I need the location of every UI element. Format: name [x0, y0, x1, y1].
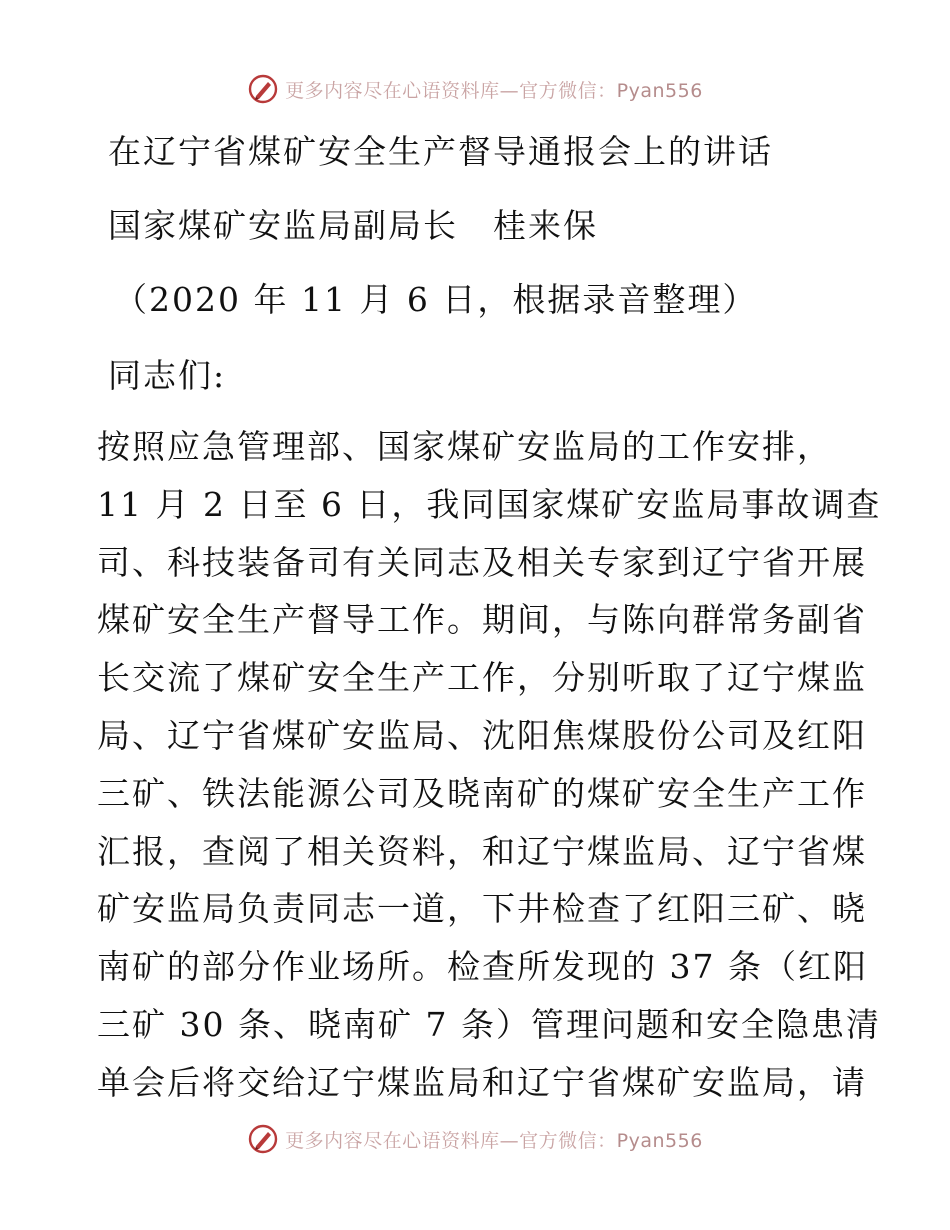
body-line: 11 月 2 日至 6 日，我同国家煤矿安监局事故调查 [97, 484, 882, 524]
body-line: 长交流了煤矿安全生产工作，分别听取了辽宁煤监 [97, 658, 867, 698]
body-line: 煤矿安全生产督导工作。期间，与陈向群常务副省 [97, 600, 867, 640]
document-date-note: （2020 年 11 月 6 日，根据录音整理） [114, 280, 758, 319]
watermark-header [0, 72, 950, 106]
body-line: 矿安监局负责同志一道，下井检查了红阳三矿、晓 [97, 889, 867, 929]
document-speaker: 国家煤矿安监局副局长 桂来保 [108, 206, 598, 245]
body-line: 司、科技装备司有关同志及相关专家到辽宁省开展 [97, 542, 867, 582]
watermark-handle: Pyan556 [616, 1129, 703, 1152]
body-line: 单会后将交给辽宁煤监局和辽宁省煤矿安监局，请 [97, 1062, 867, 1102]
body-line: 局、辽宁省煤矿安监局、沈阳焦煤股份公司及红阳 [97, 715, 867, 755]
body-line: 汇报，查阅了相关资料，和辽宁煤监局、辽宁省煤 [97, 831, 867, 871]
pen-logo-icon [247, 73, 279, 105]
pen-logo-icon [247, 1123, 279, 1155]
body-line: 南矿的部分作业场所。检查所发现的 37 条（红阳 [97, 947, 868, 987]
document-body [97, 418, 882, 1112]
body-line: 三矿、铁法能源公司及晓南矿的煤矿安全生产工作 [97, 773, 867, 813]
watermark-footer [0, 1122, 950, 1156]
document-title: 在辽宁省煤矿安全生产督导通报会上的讲话 [108, 132, 773, 171]
watermark-text: 更多内容尽在心语资料库—官方微信： [285, 79, 617, 102]
body-line: 三矿 30 条、晓南矿 7 条）管理问题和安全隐患清 [97, 1004, 881, 1044]
watermark-text: 更多内容尽在心语资料库—官方微信： [285, 1129, 617, 1152]
document-greeting: 同志们: [108, 356, 227, 395]
body-line: 按照应急管理部、国家煤矿安监局的工作安排， [97, 427, 832, 466]
watermark-handle: Pyan556 [616, 79, 703, 102]
